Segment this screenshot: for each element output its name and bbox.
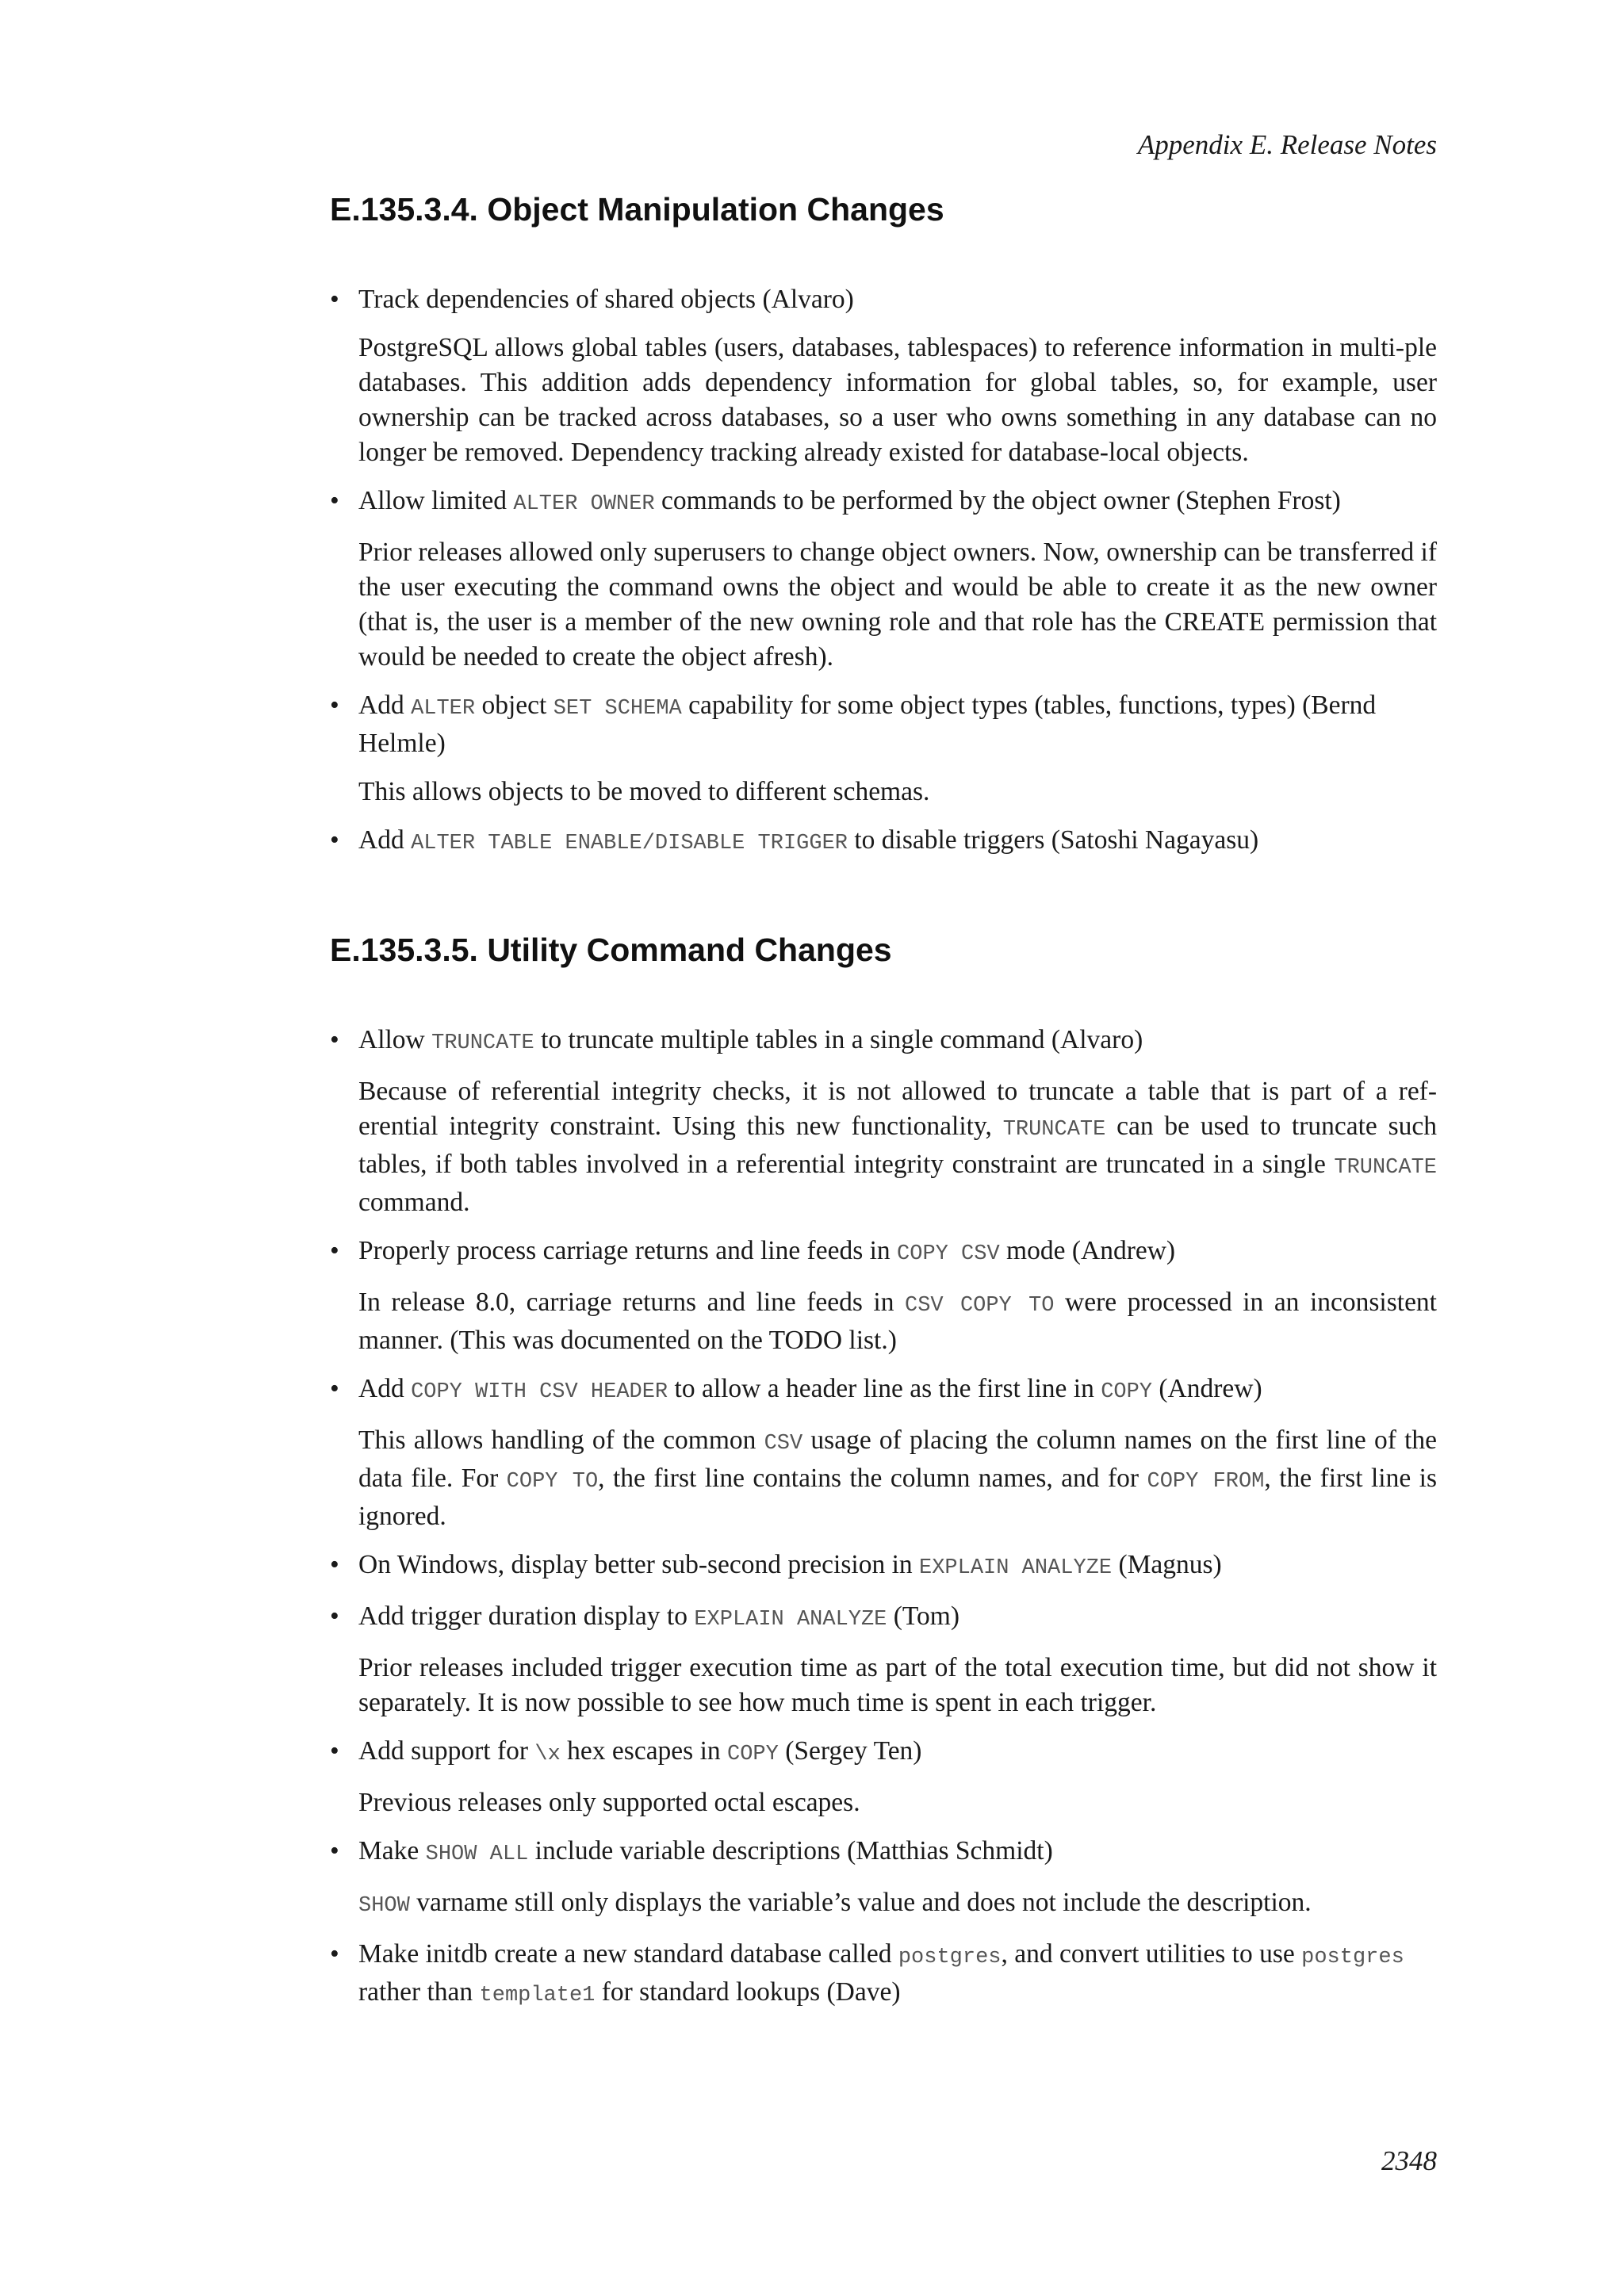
inline-code: SHOW <box>358 1894 410 1918</box>
list-item <box>330 823 1437 861</box>
item-detail <box>358 1651 1437 1720</box>
inline-code: TRUNCATE <box>1002 1118 1106 1142</box>
inline-code: TRUNCATE <box>431 1031 534 1055</box>
text-run: In release 8.0, carriage returns and line feeds in <box>358 1288 905 1317</box>
text-run: include variable descriptions (Matthias Schmidt) <box>528 1836 1053 1866</box>
list-item <box>330 1734 1437 1820</box>
inline-code: EXPLAIN ANALYZE <box>919 1556 1113 1580</box>
item-detail <box>358 331 1437 470</box>
item-summary <box>358 484 1437 522</box>
inline-code: COPY <box>727 1743 779 1766</box>
item-detail <box>358 1785 1437 1820</box>
inline-code: COPY CSV <box>897 1242 1000 1266</box>
item-summary <box>358 1234 1437 1272</box>
bullet-icon: • <box>330 691 339 720</box>
text-run: Previous releases only supported octal escapes. <box>358 1788 860 1817</box>
item-summary <box>358 282 1437 317</box>
text-run: (Sergey Ten) <box>778 1736 922 1766</box>
text-run: (Tom) <box>887 1601 960 1631</box>
text-run: , the first line is ignored. <box>358 1464 1437 1531</box>
text-run: PostgreSQL allows global tables (users, databases, tablespaces) to reference information in multi-ple databases. This addition adds dependency information for global tables, so, for example, user ownership can be tracked across databases, so a user who owns something in any database can no longer be removed. Dependency tracking already existed for database-local objects. <box>358 333 1437 467</box>
item-summary <box>358 1023 1437 1061</box>
text-run: were processed in an inconsistent manner. (This was documented on the TODO list.) <box>358 1288 1437 1355</box>
text-run: to truncate multiple tables in a single command (Alvaro) <box>534 1025 1143 1054</box>
item-summary <box>358 1937 1437 2013</box>
text-run: Make <box>358 1836 426 1866</box>
bullet-icon: • <box>330 1025 339 1054</box>
list-item <box>330 1599 1437 1720</box>
bullet-icon: • <box>330 1550 339 1579</box>
list-item <box>330 1023 1437 1220</box>
text-run: Because of referential integrity checks, it is not allowed to truncate a table that is part of a ref-erential integrity constraint. Using this new functionality, <box>358 1077 1437 1141</box>
inline-code: CSV COPY TO <box>905 1294 1055 1318</box>
item-detail <box>358 1285 1437 1358</box>
list-item <box>330 484 1437 675</box>
text-run: Add support for <box>358 1736 535 1766</box>
text-run: Prior releases allowed only superusers to change object owners. Now, ownership can be transferred if the user executing the command owns the object and would be able to create it as the new owner (that is, the user is a member of the new owning role and that role has the CREATE permission that would be needed to create the object afresh). <box>358 538 1437 672</box>
item-detail <box>358 1423 1437 1534</box>
item-summary <box>358 1599 1437 1637</box>
text-run: to allow a header line as the first line in <box>668 1374 1101 1403</box>
inline-code: CSV <box>764 1432 803 1456</box>
text-run: usage of placing the column names on the first line of the data file. For <box>358 1425 1438 1493</box>
bullet-icon: • <box>330 1836 339 1866</box>
inline-code: \x <box>534 1743 561 1766</box>
text-run: (Andrew) <box>1152 1374 1262 1403</box>
text-run: to disable triggers (Satoshi Nagayasu) <box>847 825 1259 855</box>
text-run: (Magnus) <box>1112 1550 1222 1579</box>
text-run: for standard lookups (Dave) <box>595 1977 901 2007</box>
inline-code: COPY WITH CSV HEADER <box>411 1380 668 1404</box>
inline-code: COPY FROM <box>1147 1470 1265 1494</box>
inline-code: ALTER TABLE ENABLE/DISABLE TRIGGER <box>411 832 848 855</box>
text-run: object <box>475 691 553 720</box>
text-run: hex escapes in <box>560 1736 728 1766</box>
section-utility-commands <box>330 928 1437 2013</box>
running-header: Appendix E. Release Notes <box>1137 129 1437 160</box>
text-run: Add trigger duration display to <box>358 1601 695 1631</box>
text-run: commands to be performed by the object owner (Stephen Frost) <box>654 486 1341 515</box>
item-summary <box>358 1548 1437 1586</box>
list-item <box>330 282 1437 470</box>
text-run: can be used to truncate such tables, if both tables involved in a referential integrity constraint are truncated in a single <box>358 1112 1437 1179</box>
change-list <box>330 282 1437 861</box>
text-run: Make initdb create a new standard database called <box>358 1939 898 1969</box>
text-run: This allows handling of the common <box>358 1425 764 1455</box>
bullet-icon: • <box>330 1601 339 1631</box>
bullet-icon: • <box>330 1939 339 1969</box>
text-run: Add <box>358 1374 412 1403</box>
item-detail <box>358 1885 1437 1923</box>
text-run: Allow limited <box>358 486 514 515</box>
bullet-icon: • <box>330 1374 339 1403</box>
list-item <box>330 1548 1437 1586</box>
item-summary <box>358 1834 1437 1872</box>
text-run: varname still only displays the variable’s value and does not include the description. <box>409 1888 1312 1917</box>
inline-code: ALTER OWNER <box>513 492 655 516</box>
section-title: E.135.3.4. Object Manipulation Changes <box>330 191 944 228</box>
inline-code: SET SCHEMA <box>553 697 682 721</box>
section-title: E.135.3.5. Utility Command Changes <box>330 932 892 968</box>
page-number: 2348 <box>1381 2145 1437 2176</box>
list-item <box>330 1372 1437 1534</box>
inline-code: postgres <box>898 1946 1002 1969</box>
inline-code: postgres <box>1301 1946 1404 1969</box>
text-run: Allow <box>358 1025 432 1054</box>
text-run: This allows objects to be moved to different schemas. <box>358 777 930 806</box>
text-run: command. <box>358 1188 470 1217</box>
item-summary <box>358 1734 1437 1772</box>
text-run: Properly process carriage returns and line feeds in <box>358 1236 898 1265</box>
text-run: Add <box>358 691 412 720</box>
text-run: Prior releases included trigger execution time as part of the total execution time, but did not show it separately. It is now possible to see how much time is spent in each trigger. <box>358 1653 1437 1717</box>
list-item <box>330 688 1437 809</box>
bullet-icon: • <box>330 825 339 855</box>
text-run: Add <box>358 825 412 855</box>
list-item <box>330 1937 1437 2013</box>
inline-code: SHOW ALL <box>425 1843 529 1866</box>
item-summary <box>358 688 1437 761</box>
bullet-icon: • <box>330 1236 339 1265</box>
text-run: On Windows, display better sub-second precision in <box>358 1550 920 1579</box>
text-run: capability for some object types (tables, functions, types) (Bernd Helmle) <box>358 691 1377 758</box>
item-detail <box>358 775 1437 809</box>
list-item <box>330 1234 1437 1358</box>
text-run: rather than <box>358 1977 480 2007</box>
item-detail <box>358 1074 1437 1220</box>
bullet-icon: • <box>330 285 339 314</box>
section-object-manipulation <box>330 187 1437 861</box>
inline-code: COPY <box>1101 1380 1153 1404</box>
inline-code: TRUNCATE <box>1334 1156 1437 1180</box>
inline-code: COPY TO <box>506 1470 599 1494</box>
change-list <box>330 1023 1437 2013</box>
text-run: Track dependencies of shared objects (Alvaro) <box>358 285 854 314</box>
text-run: mode (Andrew) <box>999 1236 1176 1265</box>
inline-code: template1 <box>479 1984 596 2007</box>
item-detail <box>358 535 1437 675</box>
text-run: , and convert utilities to use <box>1001 1939 1302 1969</box>
inline-code: ALTER <box>411 697 476 721</box>
item-summary <box>358 823 1437 861</box>
bullet-icon: • <box>330 486 339 515</box>
bullet-icon: • <box>330 1736 339 1766</box>
item-summary <box>358 1372 1437 1410</box>
list-item <box>330 1834 1437 1923</box>
inline-code: EXPLAIN ANALYZE <box>694 1608 887 1632</box>
text-run: , the first line contains the column names, and for <box>598 1464 1147 1493</box>
